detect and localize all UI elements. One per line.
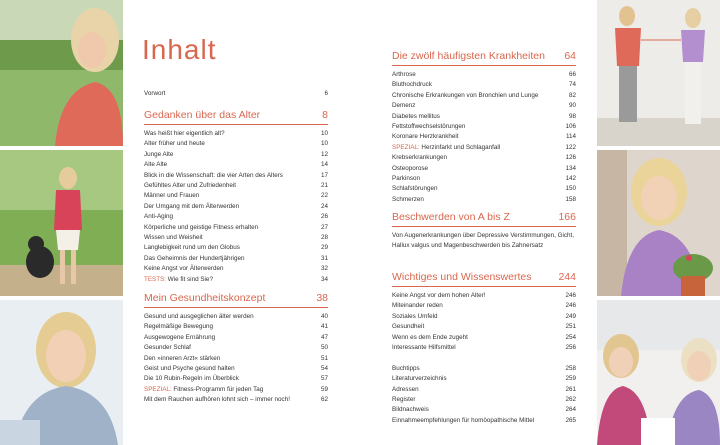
toc-entry-text: Parkinson <box>392 175 421 183</box>
toc-entry-text: Diabetes mellitus <box>392 112 440 120</box>
toc-entry-text: Krebserkrankungen <box>392 154 447 162</box>
page-title: Inhalt <box>142 34 217 65</box>
toc-entry-page: 126 <box>565 154 576 162</box>
toc-entry-page: 31 <box>320 254 328 262</box>
toc-entry-text: Herzinfarkt und Schlaganfall <box>419 143 501 151</box>
toc-entry <box>144 264 328 274</box>
toc-entry <box>144 181 328 191</box>
toc-entry <box>392 80 576 90</box>
toc-entry-text: Keine Angst vor Älterwerden <box>144 265 224 273</box>
toc-entry-page: 32 <box>320 265 328 273</box>
toc-entry-page: 265 <box>565 416 576 424</box>
toc-entry-text: Alte Alte <box>144 161 168 169</box>
toc-entry-text: Anti-Aging <box>144 213 174 221</box>
toc-entry-page: 40 <box>320 313 328 320</box>
section-heading <box>392 211 576 227</box>
section-heading-page: 166 <box>558 211 576 223</box>
toc-entry-label <box>392 122 465 132</box>
toc-entry-page: 251 <box>565 323 576 331</box>
toc-entry-text: Männer und Frauen <box>144 192 200 200</box>
toc-entry-page: 66 <box>568 71 576 78</box>
photo-woman-with-plants <box>597 150 720 296</box>
toc-entry-text: Die 10 Rubin-Regeln im Überblick <box>144 375 239 383</box>
toc-entry-text: Wie fit sind Sie? <box>166 275 213 283</box>
toc-entry-page: 150 <box>565 185 576 193</box>
toc-entry <box>392 416 576 426</box>
toc-entry <box>392 291 576 301</box>
toc-entry-label <box>392 395 415 405</box>
toc-entry-page: 258 <box>565 364 576 372</box>
toc-entry-vorwort <box>144 90 328 97</box>
section-description: Von Augenerkrankungen über Depressive Verstimmungen, Gicht, Hallux valgus und Magenbeschwerden bis Zahnersatz <box>392 232 575 250</box>
toc-spacer <box>392 353 576 363</box>
toc-entry-text: Bluthochdruck <box>392 81 432 89</box>
toc-entry-label <box>392 301 443 311</box>
toc-entry-text: Gesundheit <box>392 323 425 331</box>
toc-entry-page: 28 <box>320 234 328 242</box>
toc-entry-text: Fitness-Programm für jeden Tag <box>171 385 264 393</box>
toc-entry-page: 51 <box>320 354 328 362</box>
toc-entry-text: Osteoporose <box>392 164 429 172</box>
photo-woman-smiling <box>0 300 123 445</box>
toc-entry-page: 62 <box>320 396 328 404</box>
toc-entry-label <box>144 150 173 160</box>
toc-entry-page: 17 <box>320 171 328 179</box>
toc-entry-page: 261 <box>565 385 576 393</box>
toc-entry-text: Junge Alte <box>144 150 174 158</box>
toc-entry-label <box>144 343 191 353</box>
toc-entry-page: 256 <box>565 344 576 352</box>
toc-entry-label <box>144 160 167 170</box>
toc-entry <box>392 70 576 80</box>
toc-entry <box>392 301 576 311</box>
section-heading-title: Mein Gesundheitskonzept <box>144 292 266 304</box>
toc-entry <box>392 312 576 322</box>
toc-entry-page: 158 <box>565 195 576 203</box>
toc-entry-label <box>144 223 258 233</box>
toc-entry-text: Wenn es dem Ende zugeht <box>392 333 468 341</box>
toc-entry <box>392 333 576 343</box>
toc-entry <box>144 312 328 322</box>
section-heading-title: Beschwerden von A bis Z <box>392 211 510 223</box>
toc-entry <box>144 191 328 201</box>
toc-entry-page: 142 <box>565 175 576 183</box>
toc-entry-page: 21 <box>320 182 328 190</box>
toc-entry-page: 264 <box>565 406 576 414</box>
toc-entry-page: 246 <box>565 292 576 299</box>
toc-entry-text: Demenz <box>392 102 416 110</box>
toc-entry-text: Geist und Psyche gesund halten <box>144 365 235 373</box>
toc-section-gedanken <box>144 109 328 285</box>
toc-entry <box>144 212 328 222</box>
toc-entry-text: Keine Angst vor dem hohen Alter! <box>392 292 486 299</box>
toc-entry-label <box>392 164 428 174</box>
toc-entry-label <box>392 405 429 415</box>
toc-entry <box>392 164 576 174</box>
toc-entry-text: Arthrose <box>392 71 416 78</box>
section-heading-page: 8 <box>322 109 328 121</box>
toc-entry-text: Langlebigkeit rund um den Globus <box>144 244 240 252</box>
toc-entry-page: 47 <box>320 333 328 341</box>
toc-entry-prefix: SPEZIAL: <box>392 143 420 151</box>
photo-two-women-talking <box>597 300 720 445</box>
toc-entry-label <box>144 202 239 212</box>
toc-entry <box>144 160 328 170</box>
toc-entry-label <box>144 333 215 343</box>
toc-entry-label <box>144 395 290 405</box>
toc-entry-text: Einnahmeempfehlungen für homöopathische Mittel <box>392 416 535 424</box>
toc-entry-label <box>144 354 220 364</box>
toc-entry-label <box>392 312 438 322</box>
toc-entry-label: Vorwort <box>144 90 166 97</box>
toc-entry <box>392 153 576 163</box>
toc-entry-label <box>392 333 468 343</box>
toc-section-gesundheitskonzept <box>144 292 328 406</box>
toc-entry-label <box>144 243 240 253</box>
section-heading-title: Wichtiges und Wissenswertes <box>392 271 532 283</box>
toc-entry-text: Gesunder Schlaf <box>144 344 191 352</box>
toc-entry-label <box>392 385 419 395</box>
toc-entry-label <box>392 70 416 80</box>
photo-woman-outdoors <box>0 0 123 146</box>
toc-entry-text: Buchtipps <box>392 364 420 372</box>
toc-entry-page: 59 <box>320 385 328 393</box>
toc-entry <box>392 374 576 384</box>
toc-entry-label <box>144 181 236 191</box>
toc-entry-page: 22 <box>320 192 328 200</box>
toc-entry-page: 90 <box>568 102 576 110</box>
toc-entry <box>392 405 576 415</box>
toc-entry-page: 24 <box>320 202 328 210</box>
photo-two-women-measuring <box>597 0 720 146</box>
toc-entry-text: Gefühltes Alter und Zufriedenheit <box>144 182 237 190</box>
toc-entry <box>392 112 576 122</box>
toc-entry <box>392 174 576 184</box>
toc-entry-label <box>392 153 447 163</box>
toc-entry-page: 34 <box>320 275 328 283</box>
photo-woman-with-dog <box>0 150 123 296</box>
toc-section-wissenswertes <box>392 271 576 426</box>
toc-entry-label <box>144 191 199 201</box>
toc-entry-label <box>144 139 205 149</box>
toc-entry-page: 54 <box>320 365 328 373</box>
section-heading-page: 64 <box>564 50 576 62</box>
toc-entry-label <box>144 171 283 181</box>
toc-entry-page: 249 <box>565 312 576 320</box>
toc-entry <box>144 243 328 253</box>
toc-entry-page: 50 <box>320 344 328 352</box>
toc-entry-text: Den »inneren Arzt« stärken <box>144 354 221 362</box>
toc-entry-label <box>144 254 244 264</box>
toc-entry-page: 12 <box>320 150 328 158</box>
toc-entry-text: Interessante Hilfsmittel <box>392 344 456 352</box>
section-heading <box>144 109 328 125</box>
section-heading <box>392 50 576 66</box>
toc-entry-text: Fettstoffwechselstörungen <box>392 123 466 131</box>
toc-entry-page: 26 <box>320 213 328 221</box>
toc-entry-label <box>144 374 239 384</box>
toc-entry-label <box>392 364 420 374</box>
toc-entry-page: 14 <box>320 161 328 169</box>
toc-entry-page: 10 <box>320 140 328 148</box>
toc-entry <box>144 364 328 374</box>
toc-entry-text: Adressen <box>392 385 419 393</box>
toc-entry <box>392 195 576 205</box>
toc-entry-page: 259 <box>565 375 576 383</box>
toc-entry-text: Körperliche und geistige Fitness erhalten <box>144 223 259 231</box>
toc-entry-label <box>392 416 534 426</box>
toc-entry <box>392 143 576 153</box>
toc-entry-prefix: SPEZIAL: <box>144 385 172 393</box>
toc-entry <box>144 233 328 243</box>
toc-entry <box>392 395 576 405</box>
toc-entry-page: 106 <box>565 123 576 131</box>
toc-entry-label <box>144 233 203 243</box>
toc-entry-page: 10 <box>320 130 328 137</box>
toc-entry-page: 27 <box>320 223 328 231</box>
toc-entry-label <box>392 174 420 184</box>
toc-entry-text: Was heißt hier eigentlich alt? <box>144 130 225 137</box>
toc-entry-page: 246 <box>565 302 576 310</box>
toc-entry <box>144 150 328 160</box>
section-heading-title: Die zwölf häufigsten Krankheiten <box>392 50 545 62</box>
toc-entry-label <box>392 112 440 122</box>
toc-entry-text: Blick in die Wissenschaft: die vier Arten des Alters <box>144 171 283 179</box>
toc-entry-page: 29 <box>320 244 328 252</box>
toc-entry-text: Das Geheimnis der Hundertjährigen <box>144 254 245 262</box>
toc-entry-text: Register <box>392 396 416 404</box>
toc-entry-label <box>392 343 456 353</box>
toc-entry <box>144 275 328 285</box>
toc-entry-label <box>144 312 254 322</box>
toc-entry <box>392 122 576 132</box>
section-heading <box>144 292 328 308</box>
toc-entry <box>392 385 576 395</box>
toc-entry-label <box>392 91 538 101</box>
toc-entry-text: Bildnachweis <box>392 406 429 414</box>
toc-entry <box>392 184 576 194</box>
toc-entry <box>144 139 328 149</box>
toc-entry-text: Schmerzen <box>392 195 424 203</box>
toc-entry <box>392 132 576 142</box>
section-heading <box>392 271 576 287</box>
toc-entry-label <box>392 184 438 194</box>
toc-entry-label <box>144 322 213 332</box>
toc-entry-label <box>144 385 263 395</box>
toc-entry-label <box>144 264 223 274</box>
toc-entry-page: 74 <box>568 81 576 89</box>
toc-entry <box>392 91 576 101</box>
toc-entry <box>144 223 328 233</box>
toc-entry <box>392 101 576 111</box>
toc-entry <box>144 354 328 364</box>
toc-entry-page: 41 <box>320 323 328 331</box>
toc-entry <box>392 364 576 374</box>
toc-entry-page: 6 <box>324 90 328 97</box>
toc-entry-text: Literaturverzeichnis <box>392 375 447 383</box>
toc-entry <box>144 171 328 181</box>
toc-entry-label <box>392 80 432 90</box>
toc-entry-label <box>392 143 500 153</box>
toc-entry <box>144 333 328 343</box>
toc-entry-label <box>392 132 459 142</box>
toc-entry <box>392 343 576 353</box>
toc-entry <box>144 254 328 264</box>
toc-entry-text: Regelmäßige Bewegung <box>144 323 213 331</box>
toc-entry-text: Alter früher und heute <box>144 140 205 148</box>
toc-entry-text: Koronare Herzkrankheit <box>392 133 459 141</box>
toc-entry-text: Mit dem Rauchen aufhören lohnt sich – immer noch! <box>144 396 290 404</box>
toc-entry-page: 262 <box>565 396 576 404</box>
toc-entry-label <box>392 374 447 384</box>
toc-entry <box>144 322 328 332</box>
toc-entry <box>144 385 328 395</box>
toc-section-beschwerden <box>392 211 576 252</box>
toc-entry-label <box>392 291 485 301</box>
toc-entry <box>144 374 328 384</box>
toc-entry-text: Gesund und ausgeglichen älter werden <box>144 313 254 320</box>
toc-entry <box>144 129 328 139</box>
section-heading-page: 244 <box>558 271 576 283</box>
toc-entry-text: Ausgewogene Ernährung <box>144 333 216 341</box>
toc-entry-page: 254 <box>565 333 576 341</box>
toc-entry-text: Der Umgang mit dem Älterwerden <box>144 202 240 210</box>
toc-entry-label <box>392 195 424 205</box>
toc-entry <box>144 395 328 405</box>
toc-entry <box>144 202 328 212</box>
toc-entry-prefix: TESTS: <box>144 275 167 283</box>
toc-entry-label <box>144 364 235 374</box>
toc-entry-page: 57 <box>320 375 328 383</box>
toc-entry-label <box>392 101 415 111</box>
toc-entry <box>144 343 328 353</box>
toc-entry-label <box>144 129 225 139</box>
toc-entry-page: 114 <box>565 133 576 141</box>
toc-entry-text: Wissen und Weisheit <box>144 234 203 242</box>
toc-entry-label <box>144 275 213 285</box>
toc-entry-text: Chronische Erkrankungen von Bronchien und Lunge <box>392 91 539 99</box>
toc-entry-label <box>144 212 173 222</box>
toc-entry-page: 134 <box>565 164 576 172</box>
toc-entry-page: 82 <box>568 91 576 99</box>
toc-entry-text: Soziales Umfeld <box>392 312 438 320</box>
toc-section-krankheiten <box>392 50 576 205</box>
section-heading-page: 38 <box>316 292 328 304</box>
toc-entry-page: 98 <box>568 112 576 120</box>
section-heading-title: Gedanken über das Alter <box>144 109 261 121</box>
toc-entry-label <box>392 322 424 332</box>
toc-entry-text: Miteinander reden <box>392 302 443 310</box>
toc-entry <box>392 322 576 332</box>
toc-entry-text: Schlafstörungen <box>392 185 438 193</box>
toc-entry-page: 122 <box>565 143 576 151</box>
